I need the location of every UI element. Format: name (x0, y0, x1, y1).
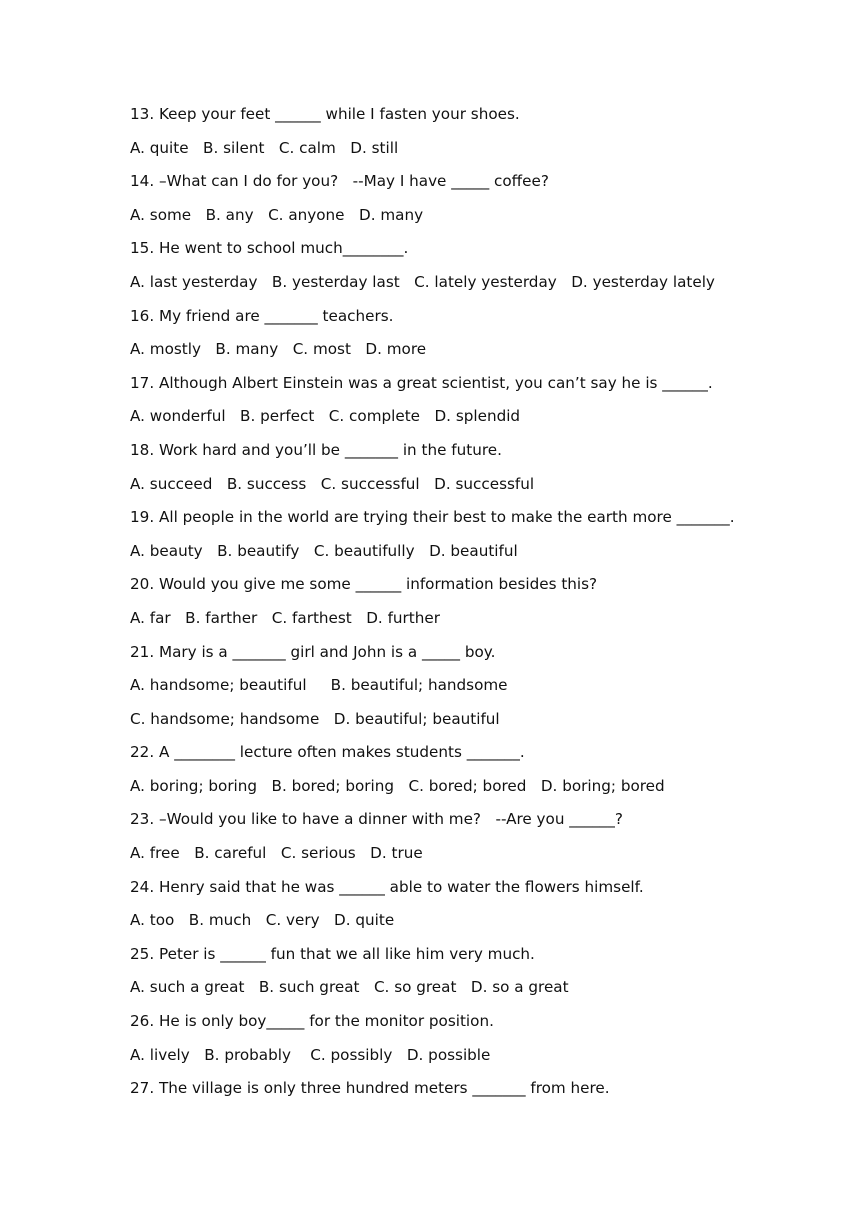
options-26: A. lively B. probably C. possibly D. possible (130, 1045, 491, 1064)
question-17: 17. Although Albert Einstein was a great scientist, you can’t say he is ______. (130, 373, 713, 392)
question-14: 14. –What can I do for you? --May I have _____ coffee? (130, 172, 549, 191)
question-27: 27. The village is only three hundred meters _______ from here. (130, 1079, 610, 1098)
options-15: A. last yesterday B. yesterday last C. lately yesterday D. yesterday lately (130, 272, 715, 291)
question-26: 26. He is only boy_____ for the monitor position. (130, 1012, 494, 1031)
question-24: 24. Henry said that he was ______ able to water the flowers himself. (130, 877, 644, 896)
options-24: A. too B. much C. very D. quite (130, 911, 395, 930)
options-21-ab: A. handsome; beautiful B. beautiful; handsome (130, 676, 508, 695)
question-25: 25. Peter is ______ fun that we all like him very much. (130, 944, 535, 963)
question-13: 13. Keep your feet ______ while I fasten your shoes. (130, 105, 520, 123)
options-19: A. beauty B. beautify C. beautifully D. beautiful (130, 541, 518, 560)
question-21: 21. Mary is a _______ girl and John is a _____ boy. (130, 642, 496, 661)
options-25: A. such a great B. such great C. so great D. so a great (130, 978, 569, 997)
question-20: 20. Would you give me some ______ information besides this? (130, 575, 598, 594)
options-23: A. free B. careful C. serious D. true (130, 844, 423, 863)
options-18: A. succeed B. success C. successful D. successful (130, 474, 535, 493)
options-14: A. some B. any C. anyone D. many (130, 205, 424, 224)
options-21-cd: C. handsome; handsome D. beautiful; beautiful (130, 709, 500, 728)
options-16: A. mostly B. many C. most D. more (130, 340, 427, 359)
question-list (130, 102, 820, 1110)
options-17: A. wonderful B. perfect C. complete D. splendid (130, 407, 521, 426)
question-18: 18. Work hard and you’ll be _______ in the future. (130, 440, 502, 459)
question-15: 15. He went to school much________. (130, 239, 409, 258)
question-19: 19. All people in the world are trying their best to make the earth more _______. (130, 508, 735, 527)
question-23: 23. –Would you like to have a dinner with me? --Are you ______? (130, 810, 623, 829)
question-22: 22. A ________ lecture often makes students _______. (130, 743, 525, 762)
question-16: 16. My friend are _______ teachers. (130, 306, 394, 325)
options-20: A. far B. farther C. farthest D. further (130, 608, 440, 627)
options-13: A. quite B. silent C. calm D. still (130, 138, 399, 157)
options-22: A. boring; boring B. bored; boring C. bored; bored D. boring; bored (130, 776, 665, 795)
